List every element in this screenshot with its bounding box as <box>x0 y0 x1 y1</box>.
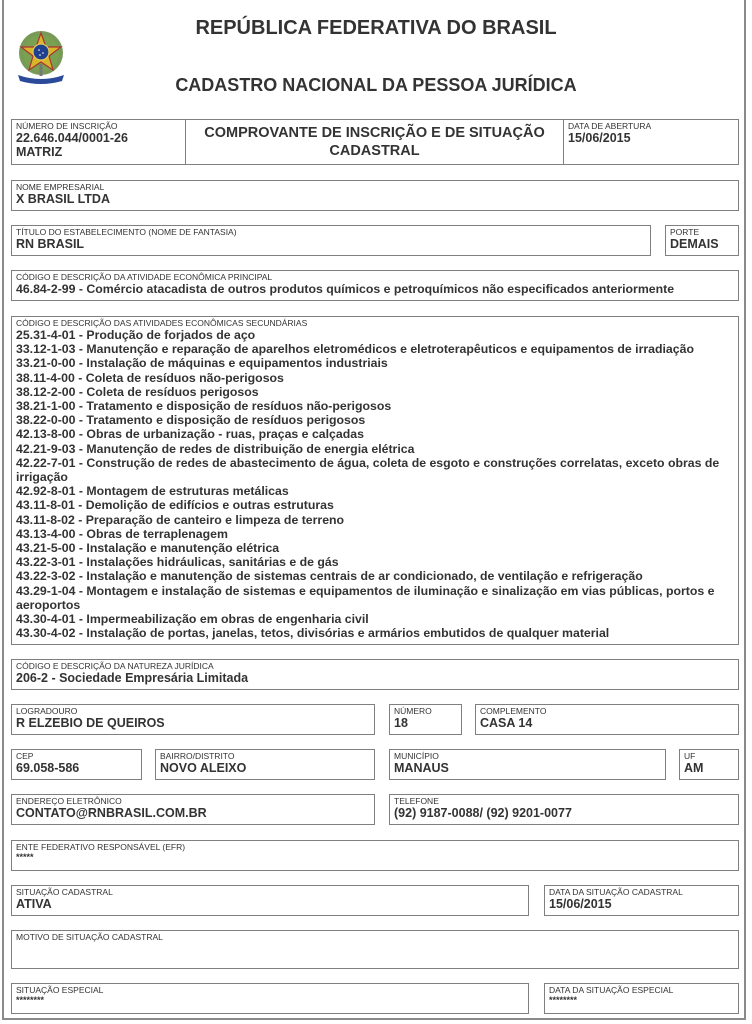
logradouro-label: LOGRADOURO <box>16 706 78 716</box>
atividade-secundaria-item: 38.12-2-00 - Coleta de resíduos perigosos <box>16 384 259 399</box>
atividades-secundarias-label: CÓDIGO E DESCRIÇÃO DAS ATIVIDADES ECONÔMICAS SECUNDÁRIAS <box>16 318 308 328</box>
cep-value: 69.058-586 <box>16 761 80 775</box>
motivo-label: MOTIVO DE SITUAÇÃO CADASTRAL <box>16 932 163 942</box>
data-situacao-label: DATA DA SITUAÇÃO CADASTRAL <box>549 887 683 897</box>
numero-label: NÚMERO <box>394 706 432 716</box>
atividade-secundaria-item: 33.12-1-03 - Manutenção e reparação de aparelhos eletromédicos e eletroterapêuticos e equipamentos de irradiação <box>16 342 694 357</box>
porte-value: DEMAIS <box>670 237 719 251</box>
tipo-estabelecimento: MATRIZ <box>16 145 63 159</box>
nome-empresarial-label: NOME EMPRESARIAL <box>16 182 105 192</box>
efr-value: ***** <box>16 852 34 862</box>
atividade-secundaria-item: 42.92-8-01 - Montagem de estruturas metálicas <box>16 484 289 499</box>
fantasia-value: RN BRASIL <box>16 237 85 251</box>
data-situacao-especial-box <box>544 983 739 1014</box>
complemento-value: CASA 14 <box>480 716 533 730</box>
cep-box <box>11 749 142 780</box>
numero-box <box>389 704 462 735</box>
telefone-label: TELEFONE <box>394 796 439 806</box>
atividade-principal-value: 46.84-2-99 - Comércio atacadista de outros produtos químicos e petroquímicos não especificados anteriormente <box>16 282 675 296</box>
logradouro-box <box>11 704 375 735</box>
uf-box <box>679 749 739 780</box>
inscricao-box <box>11 119 186 165</box>
abertura-value: 15/06/2015 <box>568 131 631 145</box>
situacao-box <box>11 885 529 916</box>
situacao-label: SITUAÇÃO CADASTRAL <box>16 887 113 897</box>
atividade-secundaria-item: 25.31-4-01 - Produção de forjados de aço <box>16 328 256 342</box>
atividades-secundarias-box <box>11 316 739 645</box>
numero-value: 18 <box>394 716 408 730</box>
atividade-secundaria-item: 38.22-0-00 - Tratamento e disposição de resíduos perigosos <box>16 413 366 428</box>
bairro-label: BAIRRO/DISTRITO <box>160 751 235 761</box>
municipio-box <box>389 749 666 780</box>
abertura-box <box>563 119 739 165</box>
header-title: REPÚBLICA FEDERATIVA DO BRASIL <box>195 17 557 39</box>
inscricao-label: NÚMERO DE INSCRIÇÃO <box>16 121 118 131</box>
atividade-secundaria-item: 42.21-9-03 - Manutenção de redes de distribuição de energia elétrica <box>16 441 415 456</box>
cep-label: CEP <box>16 751 34 761</box>
atividade-secundaria-item: 43.13-4-00 - Obras de terraplenagem <box>16 526 228 541</box>
efr-box <box>11 840 739 871</box>
comprovante-title-line2: CADASTRAL <box>329 143 420 159</box>
fantasia-box <box>11 225 651 256</box>
atividade-secundaria-item: 43.29-1-04 - Montagem e instalação de sistemas e equipamentos de iluminação e sinalização em vias públicas, portos e aeroportos <box>16 583 715 612</box>
complemento-box <box>475 704 739 735</box>
data-situacao-especial-value: ******** <box>549 995 578 1005</box>
data-situacao-especial-label: DATA DA SITUAÇÃO ESPECIAL <box>549 985 674 995</box>
motivo-box <box>11 930 739 969</box>
atividade-secundaria-item: 43.30-4-01 - Impermeabilização em obras de engenharia civil <box>16 612 369 627</box>
nome-empresarial-box <box>11 180 739 211</box>
cnpj-value: 22.646.044/0001-26 <box>16 131 128 145</box>
data-situacao-value: 15/06/2015 <box>549 897 612 911</box>
atividade-secundaria-item: 42.22-7-01 - Construção de redes de abastecimento de água, coleta de esgoto e construções correlatas, exceto obras de irrigação <box>16 455 720 485</box>
municipio-label: MUNICÍPIO <box>394 751 439 761</box>
telefone-box <box>389 794 739 825</box>
atividade-secundaria-item: 43.11-8-01 - Demolição de edifícios e outras estruturas <box>16 498 334 513</box>
atividades-secundarias-list <box>16 328 734 640</box>
atividade-secundaria-item: 43.22-3-02 - Instalação e manutenção de sistemas centrais de ar condicionado, de ventilação e refrigeração <box>16 569 643 584</box>
situacao-especial-label: SITUAÇÃO ESPECIAL <box>16 985 104 995</box>
uf-label: UF <box>684 751 696 761</box>
atividade-secundaria-item: 38.11-4-00 - Coleta de resíduos não-perigosos <box>16 370 284 385</box>
abertura-label: DATA DE ABERTURA <box>568 121 652 131</box>
situacao-especial-value: ******** <box>16 995 45 1005</box>
porte-label: PORTE <box>670 227 700 237</box>
nome-empresarial-value: X BRASIL LTDA <box>16 192 110 206</box>
bairro-value: NOVO ALEIXO <box>160 761 247 775</box>
situacao-value: ATIVA <box>16 897 52 911</box>
email-value: CONTATO@RNBRASIL.COM.BR <box>16 806 207 820</box>
logradouro-value: R ELZEBIO DE QUEIROS <box>16 716 165 730</box>
atividade-secundaria-item: 42.13-8-00 - Obras de urbanização - ruas, praças e calçadas <box>16 427 364 442</box>
atividade-secundaria-item: 38.21-1-00 - Tratamento e disposição de resíduos não-perigosos <box>16 399 392 414</box>
complemento-label: COMPLEMENTO <box>480 706 547 716</box>
atividade-secundaria-item: 43.30-4-02 - Instalação de portas, janelas, tetos, divisórias e armários embutidos de qualquer material <box>16 626 610 641</box>
email-label: ENDEREÇO ELETRÔNICO <box>16 796 122 806</box>
natureza-juridica-label: CÓDIGO E DESCRIÇÃO DA NATUREZA JURÍDICA <box>16 661 214 671</box>
atividade-principal-box <box>11 270 739 301</box>
natureza-juridica-value: 206-2 - Sociedade Empresária Limitada <box>16 671 249 685</box>
comprovante-title-line1: COMPROVANTE DE INSCRIÇÃO E DE SITUAÇÃO <box>204 125 545 141</box>
uf-value: AM <box>684 761 704 775</box>
situacao-especial-box <box>11 983 529 1014</box>
efr-label: ENTE FEDERATIVO RESPONSÁVEL (EFR) <box>16 842 186 852</box>
header-subtitle: CADASTRO NACIONAL DA PESSOA JURÍDICA <box>175 75 577 95</box>
atividade-secundaria-item: 43.11-8-02 - Preparação de canteiro e limpeza de terreno <box>16 512 345 527</box>
data-situacao-box <box>544 885 739 916</box>
bairro-box <box>155 749 375 780</box>
atividade-secundaria-item: 43.22-3-01 - Instalações hidráulicas, sanitárias e de gás <box>16 555 339 570</box>
porte-box <box>665 225 739 256</box>
telefone-value: (92) 9187-0088/ (92) 9201-0077 <box>394 806 572 820</box>
atividade-principal-label: CÓDIGO E DESCRIÇÃO DA ATIVIDADE ECONÔMICA PRINCIPAL <box>16 272 273 282</box>
email-box <box>11 794 375 825</box>
atividade-secundaria-item: 43.21-5-00 - Instalação e manutenção elétrica <box>16 541 280 556</box>
fantasia-label: TÍTULO DO ESTABELECIMENTO (NOME DE FANTASIA) <box>16 227 237 237</box>
comprovante-box <box>185 119 564 165</box>
municipio-value: MANAUS <box>394 761 449 775</box>
natureza-juridica-box <box>11 659 739 690</box>
atividade-secundaria-item: 33.21-0-00 - Instalação de máquinas e equipamentos industriais <box>16 356 388 371</box>
